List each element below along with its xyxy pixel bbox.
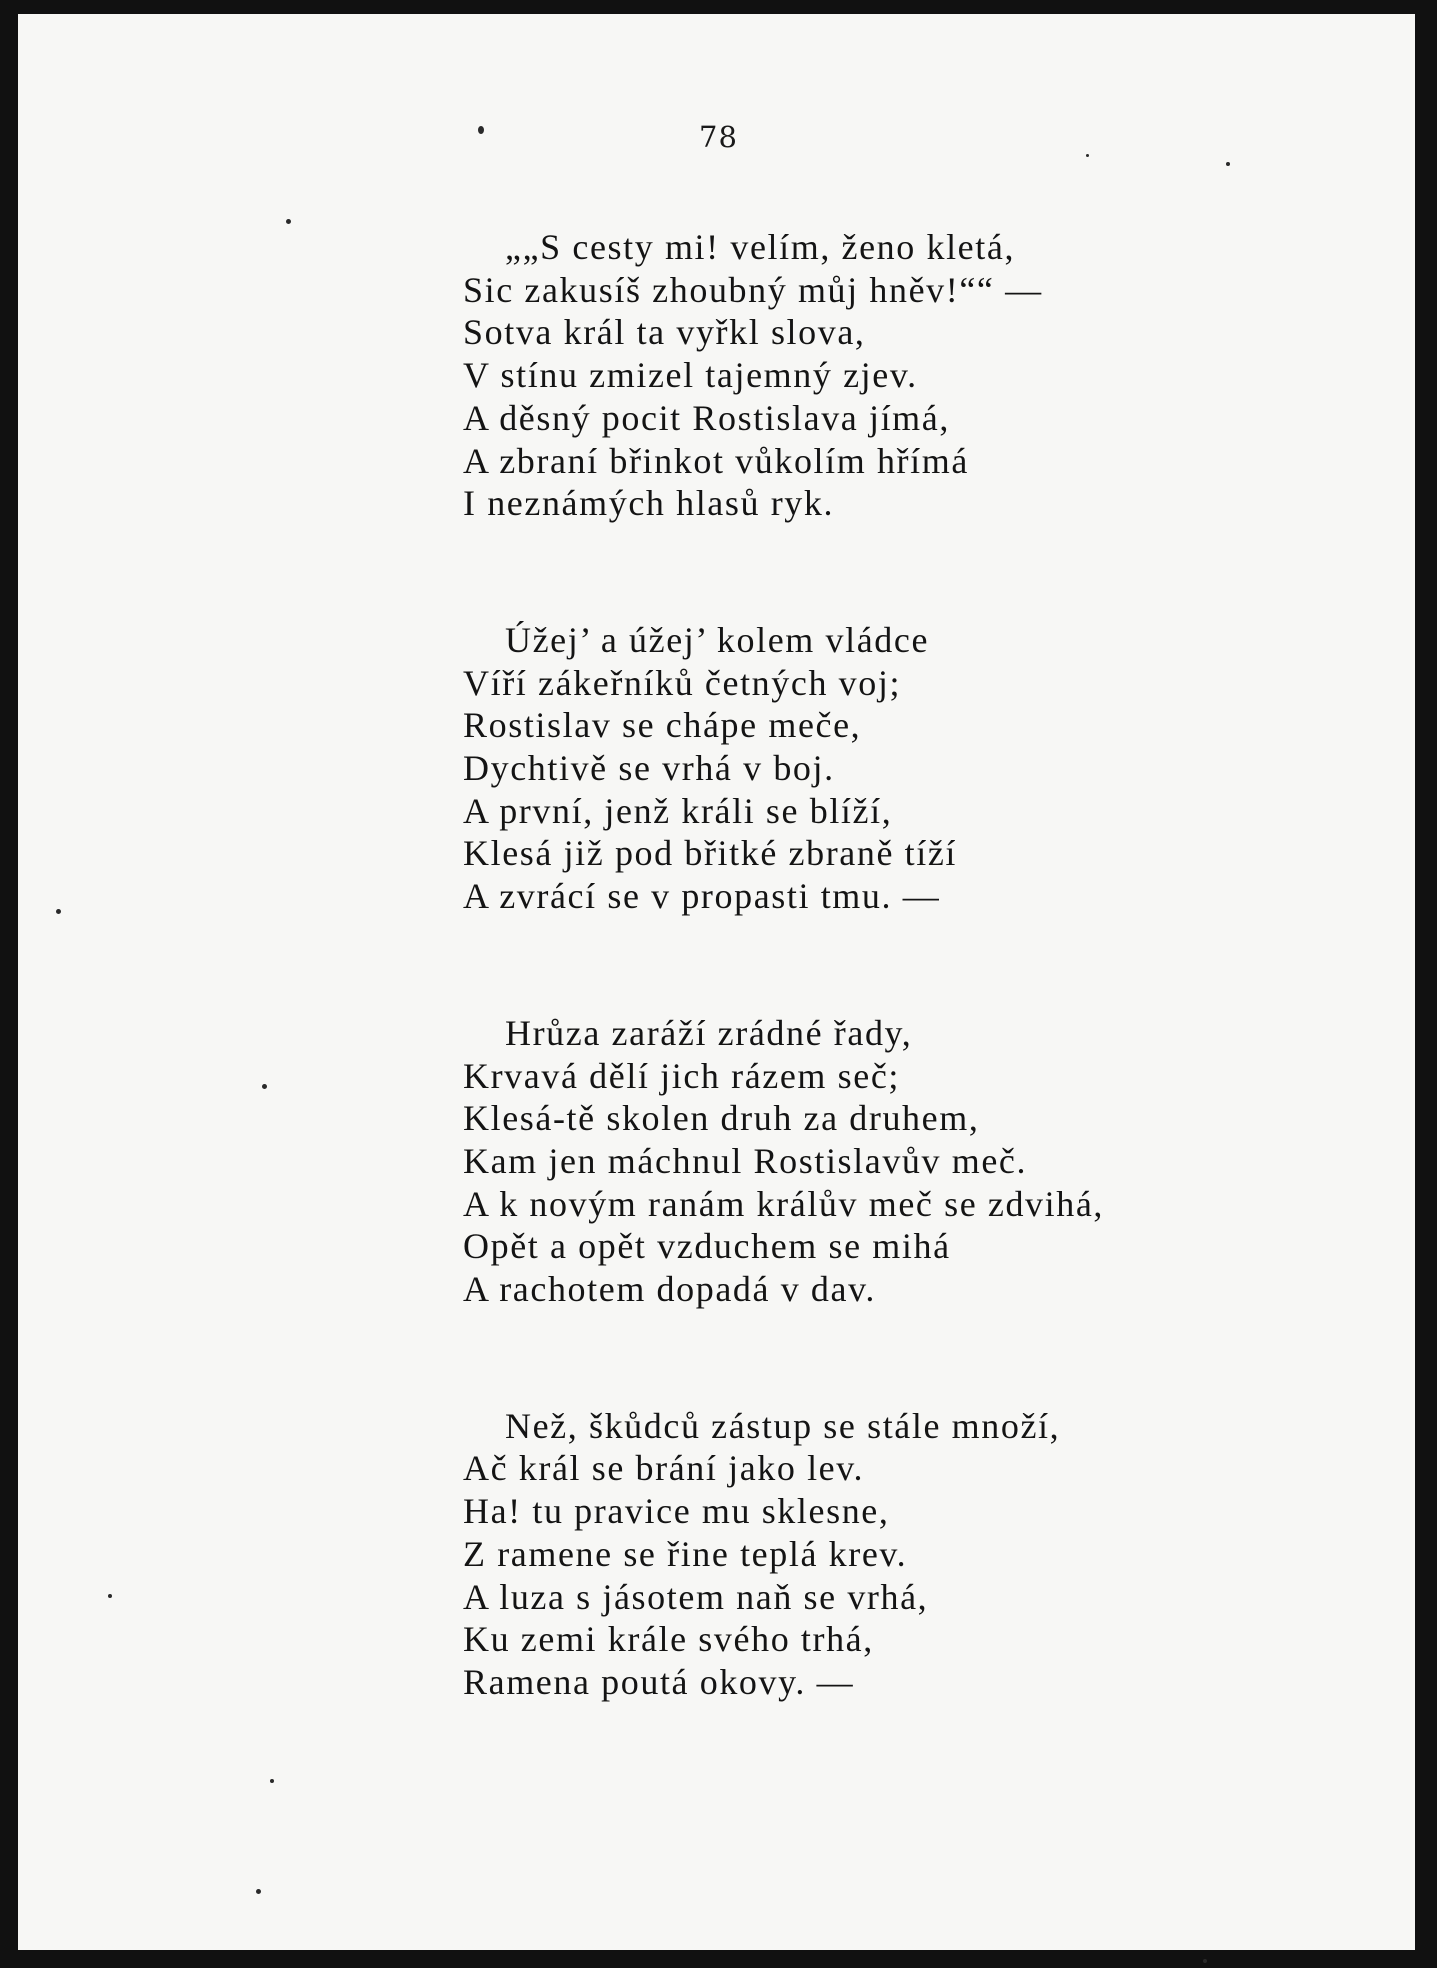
- stanza: [463, 1012, 1203, 1311]
- verse-line: Rostislav se chápe meče,: [463, 705, 862, 746]
- verse-line: Než, škůdců zástup se stále množí,: [505, 1405, 1061, 1446]
- scan-speck: [56, 909, 61, 914]
- verse-line: A zvrácí se v propasti tmu. —: [463, 876, 941, 917]
- verse-line: A zbraní břinkot vůkolím hřímá: [463, 440, 969, 481]
- scan-speck: [1203, 1959, 1207, 1963]
- verse-line: Sic zakusíš zhoubný můj hněv!““ —: [463, 269, 1043, 310]
- poem: [463, 226, 1203, 1704]
- verse-line: Ku zemi krále svého trhá,: [463, 1619, 874, 1660]
- stanza: [463, 1405, 1203, 1704]
- verse-line: Úžej’ a úžej’ kolem vládce: [505, 619, 930, 660]
- verse-line: Opět a opět vzduchem se mihá: [463, 1226, 951, 1267]
- verse-line: Sotva král ta vyřkl slova,: [463, 312, 866, 353]
- verse-line: A rachotem dopadá v dav.: [463, 1269, 876, 1310]
- scan-speck: [1086, 154, 1089, 157]
- scan-speck: [1226, 162, 1230, 166]
- verse-line: V stínu zmizel tajemný zjev.: [463, 355, 918, 396]
- verse-line: Klesá-tě skolen druh za druhem,: [463, 1098, 980, 1139]
- verse-line: Krvavá dělí jich rázem seč;: [463, 1055, 901, 1096]
- verse-line: Víří zákeřníků četných voj;: [463, 662, 902, 703]
- verse-line: Z ramene se řine teplá krev.: [463, 1533, 908, 1574]
- verse-line: A děsný pocit Rostislava jímá,: [463, 397, 950, 438]
- verse-line: Ramena poutá okovy. —: [463, 1661, 855, 1702]
- verse-line: Ač král se brání jako lev.: [463, 1448, 865, 1489]
- scan-speck: [270, 1779, 274, 1783]
- scan-speck: [262, 1084, 267, 1089]
- verse-line: Ha! tu pravice mu sklesne,: [463, 1491, 890, 1532]
- scan-speck: [256, 1889, 261, 1894]
- verse-line: A k novým ranám králův meč se zdvihá,: [463, 1183, 1105, 1224]
- verse-line: A luza s jásotem naň se vrhá,: [463, 1576, 929, 1617]
- verse-line: „„S cesty mi! velím, ženo kletá,: [505, 227, 1016, 267]
- verse-line: Dychtivě se vrhá v boj.: [463, 748, 835, 789]
- scan-speck: [108, 1594, 112, 1598]
- scan-speck: [286, 219, 291, 224]
- verse-line: I neznámých hlasů ryk.: [463, 483, 835, 524]
- stanza: [463, 619, 1203, 918]
- verse-line: Hrůza zaráží zrádné řady,: [505, 1012, 913, 1053]
- verse-line: A první, jenž králi se blíží,: [463, 790, 893, 831]
- page-number: 78: [699, 120, 738, 154]
- stanza: [463, 226, 1203, 525]
- verse-line: Kam jen máchnul Rostislavův meč.: [463, 1140, 1028, 1181]
- verse-line: Klesá již pod břitké zbraně tíží: [463, 833, 958, 874]
